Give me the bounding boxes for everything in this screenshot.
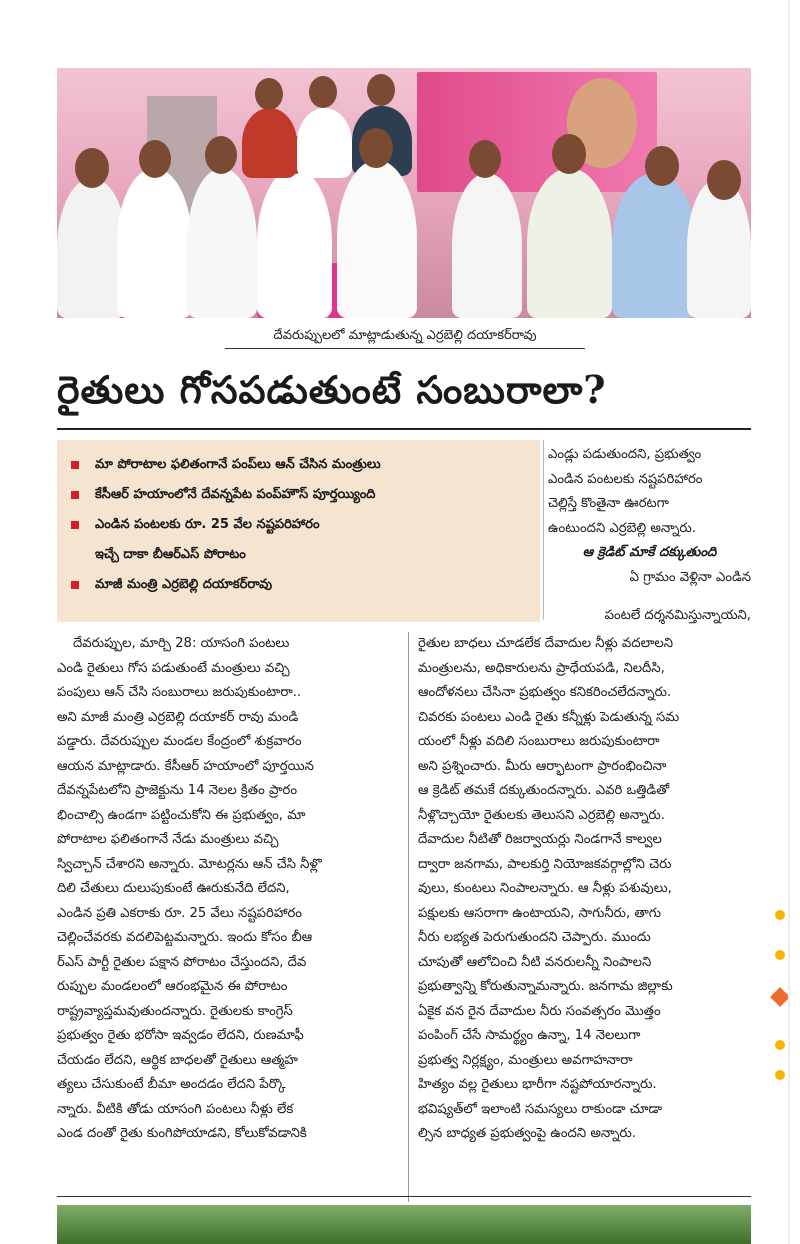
- article-line: రైతుల బాధలు చూడలేక దేవాదుల నీళ్లు వదలాలని: [418, 636, 673, 651]
- article-line: ర్‌ఎస్‌ పార్టీ రైతుల పక్షాన పోరాటం చేస్తుందని, దేవ: [57, 954, 307, 970]
- article-line: పంపింగ్‌ చేసే సామర్థ్యం ఉన్నా, 14 నెలలుగా: [418, 1028, 641, 1043]
- article-line: భించాల్సి ఉండగా పట్టించుకోని ఈ ప్రభుత్వం, మా: [57, 807, 306, 823]
- article-line: ప్రభుత్వం రైతు భరోసా ఇవ్వడం లేదని, రుణమాఫీ: [57, 1028, 304, 1043]
- article-column-right: [418, 632, 751, 1147]
- article-line: ఆయన మాట్లాడారు. కేసీఆర్‌ హయాంలో పూర్తయిన: [57, 758, 314, 774]
- article-line: ఎండిన ప్రతి ఎకరాకు రూ. 25 వేలు నష్టపరిహారం: [57, 905, 302, 921]
- highlights-box: [57, 440, 540, 622]
- article-line: హిత్యం వల్ల రైతులు భారీగా నష్టపోయారన్నారు.: [418, 1077, 657, 1092]
- column-divider: [408, 632, 409, 1202]
- article-line: ఆందోళనలు చేసినా ప్రభుత్వం కనికరించలేదన్నారు.: [418, 685, 672, 700]
- ornament-dot-icon: [775, 950, 785, 960]
- highlight-text: కేసీఆర్‌ హయాంలోనే దేవన్నపేట పంప్‌హౌస్‌ పూర్తయ్యింది: [95, 487, 376, 502]
- article-line: వులు, కుంటలు నింపాలన్నారు. ఆ నీళ్లు పశువులు,: [418, 881, 672, 896]
- photo-person-head: [469, 140, 501, 178]
- article-subhead: ఆ క్రెడిట్‌ మాకే దక్కుతుంది: [582, 545, 717, 560]
- highlight-item: [69, 450, 540, 480]
- article-line: ఎండ దంతో రైతు కుంగిపోయాడని, కోలుకోవడానికి: [57, 1126, 307, 1141]
- article-line: చివరకు పంటలు ఎండి రైతు కన్నీళ్లు పెడుతున్న సమ: [418, 709, 680, 725]
- article-line: స్విచ్చాన్‌ చేశారని అన్నారు. మోటర్లను ఆన్‌ చేసి నీళ్లొ: [57, 856, 322, 872]
- bullet-icon: [71, 581, 79, 589]
- column-divider: [543, 440, 544, 620]
- article-line: పోరాటాల ఫలితంగానే నేడు మంత్రులు వచ్చి: [57, 832, 279, 847]
- article-line: ల్సిన బాధ్యత ప్రభుత్వంపై ఉందని అన్నారు.: [418, 1126, 636, 1141]
- article-line: ఉంటుందని ఎర్రబెల్లి అన్నారు.: [548, 520, 696, 536]
- article-line: చెల్లించేవరకు వదలిపెట్టమన్నారు. ఇందు కోసం బీఆ: [57, 930, 313, 945]
- article-line: ఎండిన పంటలకు నష్టపరిహారం: [548, 471, 703, 487]
- article-line: త్యలు చేసుకుంటే బీమా అందడం లేదని పేర్కొ: [57, 1077, 286, 1092]
- photo-person-head: [707, 160, 741, 200]
- highlight-text: మా పోరాటాల ఫలితంగానే పంప్‌లు ఆన్‌ చేసిన మంత్రులు: [95, 457, 381, 472]
- article-line: దేవాదుల నీటితో రిజర్వాయర్లు నిండగానే కాల్వల: [418, 832, 662, 847]
- article-line: అని మాజీ మంత్రి ఎర్రబెల్లి దయాకర్‌ రావు మండి: [57, 709, 299, 725]
- article-line: చూపుతో ఆలోచించి నీటి వనరులన్నీ నింపాలని: [418, 954, 652, 970]
- photo-person: [242, 108, 297, 178]
- article-line: దేవరుప్పుల, మార్చి 28: యాసంగి పంటలు: [73, 636, 290, 651]
- photo-person: [117, 168, 192, 318]
- article-line: రాష్ట్రవ్యాప్తమవుతుందన్నారు. రైతులకు కాంగ్రెస్‌: [57, 1003, 293, 1019]
- bullet-icon: [71, 521, 79, 529]
- photo-person-head: [309, 76, 337, 108]
- headline: రైతులు గోసపడుతుంటే సంబురాలా?: [57, 367, 607, 412]
- article-line: పంటలే దర్శనమిస్తున్నాయని,: [604, 608, 751, 623]
- article-line: చేయడం లేదని, ఆర్థిక బాధలతో రైతులు ఆత్మహ: [57, 1052, 298, 1068]
- bullet-icon: [71, 491, 79, 499]
- article-line: దిలి చేతులు దులుపుకుంటే ఊరుకునేది లేదని,: [57, 881, 290, 896]
- article-line: చెల్లిస్తే కొంతైనా ఊరటగా: [548, 496, 669, 511]
- ornament-dot-icon: [775, 1070, 785, 1080]
- article-line: నీరు లభ్యత పెరుగుతుందని చెప్పారు. ముందు: [418, 930, 651, 945]
- article-line: ప్రభుత్వాన్ని కోరుతున్నామన్నారు. జనగామ జిల్లాకు: [418, 979, 673, 994]
- page-edge: [788, 0, 790, 1244]
- article-line: న్నారు. వీటికి తోడు యాసంగి పంటలు నీళ్లు లేక: [57, 1101, 294, 1117]
- photo-person-head: [205, 136, 237, 174]
- photo-person-head: [255, 78, 283, 110]
- highlight-item: [69, 570, 540, 600]
- article-line: ఎండ్లు పడుతుందని, ప్రభుత్వం: [548, 447, 702, 462]
- article-line: ప్రభుత్వ నిర్లక్ష్యం, మంత్రులు అవగాహనారా: [418, 1052, 633, 1068]
- article-line: యంలో నీళ్లు వదిలి సంబురాలు జరుపుకుంటారా: [418, 734, 660, 749]
- article-line: పక్షులకు ఆసరాగా ఉంటాయని, సాగునీరు, తాగు: [418, 905, 662, 921]
- highlight-item: [69, 480, 540, 510]
- photo-caption: దేవరుప్పులలో మాట్లాడుతున్న ఎర్రబెల్లి దయాకర్‌రావు: [225, 326, 585, 349]
- highlight-item: [69, 510, 540, 540]
- photo-person: [187, 168, 257, 318]
- bottom-photo: [57, 1205, 751, 1244]
- photo-person-head: [645, 146, 679, 186]
- headline-rule: [57, 428, 751, 430]
- photo-person: [337, 160, 417, 318]
- photo-person: [452, 173, 522, 318]
- photo-person: [527, 168, 612, 318]
- article-line: భవిష్యత్‌లో ఇలాంటి సమస్యలు రాకుండా చూడా: [418, 1101, 662, 1117]
- article-column-left: [57, 632, 397, 1147]
- article-column-top-right-2: [548, 604, 751, 629]
- photo-person-head: [75, 148, 109, 188]
- highlight-text: ఎండిన పంటలకు రూ. 25 వేల నష్టపరిహారం: [95, 517, 320, 532]
- photo-person-head: [552, 134, 586, 174]
- article-line: ద్వారా జనగామ, పాలకుర్తి నియోజకవర్గాల్లోని చెరు: [418, 856, 672, 872]
- article-line: ఆ క్రెడిట్‌ తమకే దక్కుతుందన్నారు. ఎవరి ఒత్తిడితో: [418, 783, 670, 798]
- article-line: పడ్డారు. దేవరుప్పుల మండల కేంద్రంలో శుక్రవారం: [57, 734, 302, 749]
- article-line: ఎండి రైతులు గోస పడుతుంటే మంత్రులు వచ్చి: [57, 660, 290, 676]
- photo-person-head: [359, 128, 393, 168]
- highlight-item-continued: [69, 540, 540, 570]
- ornament-dot-icon: [775, 1040, 785, 1050]
- highlight-text: మాజీ మంత్రి ఎర్రబెల్లి దయాకర్‌రావు: [95, 577, 273, 592]
- article-line: రుప్పుల మండలంలో ఆరంభమైన ఈ పోరాటం: [57, 979, 288, 994]
- photo-person: [297, 108, 352, 178]
- article-line: ఏకైక వన రైన దేవాదుల నీరు సంవత్సరం మొత్తం: [418, 1003, 661, 1019]
- article-line: పంపులు ఆన్‌ చేసి సంబురాలు జరుపుకుంటారా..: [57, 685, 302, 700]
- ornament-diamond-icon: [770, 987, 790, 1007]
- article-line: అని ప్రశ్నించారు. మీరు ఆర్భాటంగా ప్రారంభించినా: [418, 758, 667, 774]
- photo-person: [257, 168, 332, 318]
- ornament-dot-icon: [775, 910, 785, 920]
- page-ornament: [772, 910, 786, 1090]
- photo-person: [612, 173, 697, 318]
- photo-person-head: [139, 140, 171, 178]
- article-line: నీళ్లొచ్చాయో రైతులకు తెలుసని ఎర్రబెల్లి అన్నారు.: [418, 807, 666, 823]
- bullet-icon: [71, 461, 79, 469]
- news-photo: [57, 68, 751, 318]
- highlight-text: ఇచ్చే దాకా బీఆర్‌ఎస్‌ పోరాటం: [95, 547, 246, 562]
- photo-person-head: [367, 74, 395, 106]
- article-line: ఏ గ్రామం వెళ్లినా ఎండిన: [629, 569, 751, 585]
- article-column-top-right: [548, 443, 751, 590]
- bottom-rule: [57, 1196, 751, 1197]
- article-line: దేవన్నపేటలోని ప్రాజెక్టును 14 నెలల క్రితం ప్రారం: [57, 783, 298, 798]
- article-line: మంత్రులను, అధికారులను ప్రాధేయపడి, నిలదీసి,: [418, 660, 665, 676]
